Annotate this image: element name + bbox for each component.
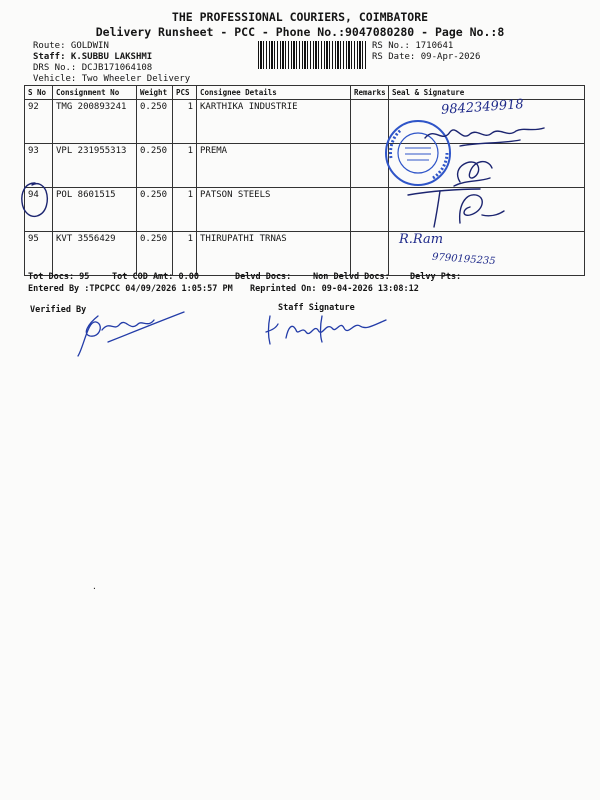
total-cod-amount: Tot COD Amt: 0.00 (112, 272, 199, 282)
handwritten-name: R.Ram (399, 232, 444, 247)
row-weight: 0.250 (137, 144, 173, 188)
route-label: Route: GOLDWIN (33, 41, 109, 51)
staff-signature (262, 308, 392, 348)
drs-number: DRS No.: DCJB171064108 (33, 63, 153, 73)
total-docs: Tot Docs: 95 (28, 272, 90, 282)
row3-signature (400, 185, 510, 230)
row-pcs: 1 (173, 100, 197, 144)
row-consignment: TMG 200893241 (53, 100, 137, 144)
row-weight: 0.250 (137, 100, 173, 144)
row-pcs: 1 (173, 188, 197, 232)
company-title: THE PROFESSIONAL COURIERS, COIMBATORE (171, 10, 429, 24)
handwritten-phone: 9842349918 (440, 97, 525, 118)
row-sno: 93 (25, 144, 53, 188)
delivered-docs: Delvd Docs: (235, 272, 292, 282)
row-pcs: 1 (173, 232, 197, 276)
row-consignment: KVT 3556429 (53, 232, 137, 276)
vehicle-label: Vehicle: Two Wheeler Delivery (33, 74, 191, 84)
table-row (25, 232, 585, 276)
row-sno: 94 (25, 188, 53, 232)
reprinted-on: Reprinted On: 09-04-2026 13:08:12 (250, 284, 419, 294)
row-consignment: VPL 231955313 (53, 144, 137, 188)
staff-signature-label: Staff Signature (278, 303, 355, 313)
col-sno: S No (25, 86, 53, 100)
row-consignment: POL 8601515 (53, 188, 137, 232)
col-remarks: Remarks (351, 86, 389, 100)
col-pcs: PCS (173, 86, 197, 100)
row-consignee: KARTHIKA INDUSTRIE (197, 100, 351, 144)
row-consignee: PATSON STEELS (197, 188, 351, 232)
verified-by-signature (68, 306, 188, 361)
col-weight: Weight (137, 86, 173, 100)
row-remarks (351, 232, 389, 276)
barcode (258, 41, 368, 69)
row-sno: 92 (25, 100, 53, 144)
col-seal-signature: Seal & Signature (389, 86, 585, 100)
rs-date: RS Date: 09-Apr-2026 (372, 52, 481, 62)
row-consignee: THIRUPATHI TRNAS (197, 232, 351, 276)
row-weight: 0.250 (137, 188, 173, 232)
row-pcs: 1 (173, 144, 197, 188)
row-sno: 95 (25, 232, 53, 276)
delivery-points: Delvy Pts: (410, 272, 462, 282)
col-consignee: Consignee Details (197, 86, 351, 100)
row-remarks (351, 188, 389, 232)
non-delivered-docs: Non Delvd Docs: (313, 272, 390, 282)
handwritten-phone-2: 9790195235 (431, 251, 496, 268)
col-consignment: Consignment No (53, 86, 137, 100)
row1-signature (420, 118, 550, 154)
circle-mark (18, 180, 52, 220)
entered-by: Entered By :TPCPCC 04/09/2026 1:05:57 PM (28, 284, 233, 294)
table-header-row (25, 86, 585, 100)
verified-by-label: Verified By (30, 305, 87, 315)
stray-mark: · (92, 584, 97, 593)
staff-label: Staff: K.SUBBU LAKSHMI (33, 52, 153, 62)
runsheet-subtitle: Delivery Runsheet - PCC - Phone No.:9047080280 - Page No.:8 (95, 25, 505, 39)
row-consignee: PREMA (197, 144, 351, 188)
rs-number: RS No.: 1710641 (372, 41, 454, 51)
row-weight: 0.250 (137, 232, 173, 276)
